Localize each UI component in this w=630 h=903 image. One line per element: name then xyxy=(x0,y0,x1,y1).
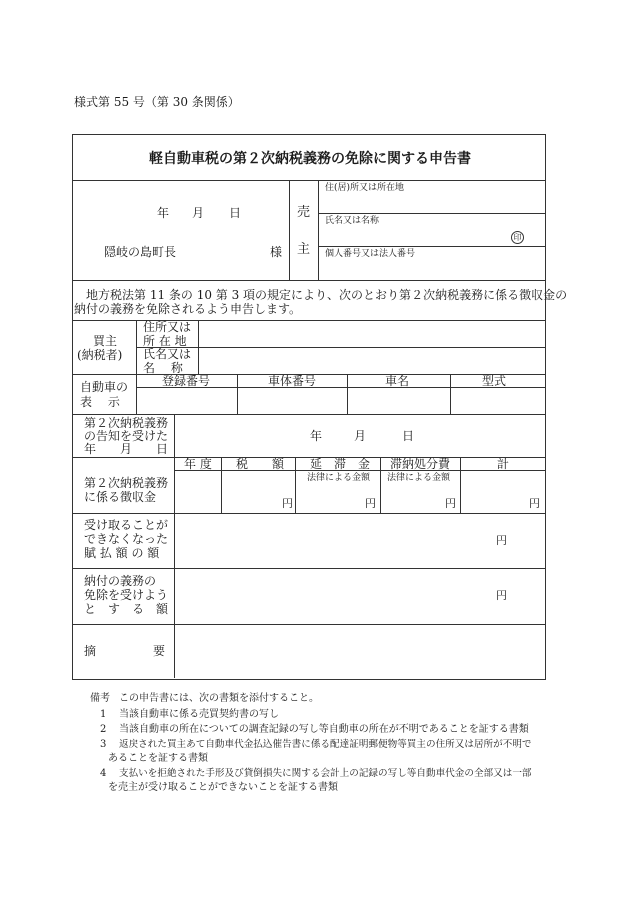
remarks-label-1: 摘 xyxy=(84,644,97,658)
notice-label-1: 第２次納税義務 xyxy=(84,416,169,430)
buyer-label-2: (納税者) xyxy=(77,348,123,362)
vehicle-divider-4 xyxy=(450,374,451,414)
seller-label-2: 主 xyxy=(297,242,311,257)
rule-uncollectible-bottom xyxy=(72,568,545,569)
exemption-label-2: 免除を受けよう xyxy=(84,588,169,602)
seller-label-1: 売 xyxy=(297,205,311,220)
levy-label-1: 第２次納税義務 xyxy=(84,476,169,490)
levy-divider-4 xyxy=(460,457,461,513)
notice-label-2: の告知を受けた xyxy=(84,429,169,443)
rule-vehicle-bottom xyxy=(72,414,545,415)
vehicle-col-registration: 登録番号 xyxy=(162,374,211,388)
date-month: 月 xyxy=(192,206,205,220)
levy-legal-amount-disposition: 法律による金額 xyxy=(387,473,451,483)
buyer-rule-mid xyxy=(136,347,545,348)
seller-id-label: 個人番号又は法人番号 xyxy=(325,249,416,259)
notice-month: 月 xyxy=(354,429,367,443)
addressee-name: 隠岐の島町長 xyxy=(104,245,177,259)
levy-col-tax: 税 額 xyxy=(236,457,285,471)
seller-rule-1 xyxy=(318,213,545,214)
left-label-divider xyxy=(174,414,175,678)
rule-levy-bottom xyxy=(72,513,545,514)
levy-yen-total: 円 xyxy=(529,497,540,510)
notice-label-3: 年 月 日 xyxy=(84,442,169,456)
vehicle-divider-2 xyxy=(237,374,238,414)
exemption-label-1: 納付の義務の xyxy=(84,574,157,588)
seller-divider-right xyxy=(318,180,319,280)
uncollectible-label-3: 賦 払 額 の 額 xyxy=(84,546,160,560)
form-number: 様式第 55 号（第 30 条関係） xyxy=(74,95,240,109)
notice-day: 日 xyxy=(402,429,415,443)
note-1-text: 当該自動車に係る売買契約書の写し xyxy=(119,709,279,720)
vehicle-divider-3 xyxy=(347,374,348,414)
date-year: 年 xyxy=(157,206,170,220)
buyer-label-1: 買主 xyxy=(93,334,118,348)
levy-yen-delinquency: 円 xyxy=(365,497,376,510)
levy-col-disposition: 滞納処分費 xyxy=(390,457,451,471)
notes-intro-label: 備考 xyxy=(90,693,110,704)
buyer-name-label-2: 名 称 xyxy=(143,361,183,375)
rule-exemption-bottom xyxy=(72,624,545,625)
exemption-label-3: と す る 額 xyxy=(84,602,169,616)
vehicle-col-name: 車名 xyxy=(385,374,410,388)
levy-col-year: 年 度 xyxy=(184,457,212,471)
levy-yen-disposition: 円 xyxy=(445,497,456,510)
declaration-line-1: 地方税法第 11 条の 10 第 3 項の規定により、次のとおり第２次納税義務に係る徴収金の xyxy=(86,288,568,302)
form-title: 軽自動車税の第２次納税義務の免除に関する申告書 xyxy=(149,151,471,167)
declaration-line-2: 納付の義務を免除されるよう申告します。 xyxy=(74,302,302,316)
vehicle-divider-label xyxy=(136,374,137,414)
levy-col-total: 計 xyxy=(497,457,510,471)
levy-divider-1 xyxy=(221,457,222,513)
rule-notice-bottom xyxy=(72,457,545,458)
buyer-address-label-1: 住所又は xyxy=(143,320,192,334)
note-4-number: 4 xyxy=(100,768,107,779)
vehicle-label-1: 自動車の xyxy=(80,380,129,394)
levy-col-delinquency: 延 滞 金 xyxy=(310,457,371,471)
note-2-number: 2 xyxy=(100,724,107,735)
date-day: 日 xyxy=(229,206,242,220)
remarks-label-2: 要 xyxy=(153,644,166,658)
seller-address-label: 住(居)所又は所在地 xyxy=(325,183,405,193)
notes-intro-text: この申告書には、次の書類を添付すること。 xyxy=(119,693,319,704)
note-3-number: 3 xyxy=(100,739,107,750)
exemption-yen: 円 xyxy=(496,589,507,602)
buyer-address-label-2: 所 在 地 xyxy=(143,334,187,348)
note-4-text: 支払いを拒絶された手形及び貸倒損失に関する会計上の記録の写し等自動車代金の全部又は一部 xyxy=(119,768,532,779)
uncollectible-yen: 円 xyxy=(496,534,507,547)
note-3-continuation: あることを証する書類 xyxy=(108,753,208,764)
levy-label-2: に係る徴収金 xyxy=(84,490,157,504)
seller-name-label: 氏名又は名称 xyxy=(325,216,380,226)
uncollectible-label-1: 受け取ることが xyxy=(84,518,169,532)
buyer-name-label-1: 氏名又は xyxy=(143,347,192,361)
levy-legal-amount-delinquency: 法律による金額 xyxy=(307,473,371,483)
addressee-honorific: 様 xyxy=(270,245,283,259)
vehicle-col-body-number: 車体番号 xyxy=(268,374,317,388)
note-1-number: 1 xyxy=(100,709,107,720)
vehicle-label-2: 表 示 xyxy=(80,395,120,409)
vehicle-col-model: 型式 xyxy=(482,374,507,388)
levy-yen-tax: 円 xyxy=(282,497,293,510)
seal-mark: 印 xyxy=(511,231,524,244)
rule-header-bottom xyxy=(72,280,545,281)
uncollectible-label-2: できなくなった xyxy=(84,532,169,546)
levy-divider-3 xyxy=(380,457,381,513)
note-3-text: 返戻された買主あて自動車代金払込催告書に係る配達証明郵便物等買主の住所又は居所が不明で xyxy=(119,739,532,750)
note-4-continuation: を売主が受け取ることができないことを証する書類 xyxy=(108,782,338,793)
levy-divider-2 xyxy=(295,457,296,513)
seller-rule-2 xyxy=(318,246,545,247)
rule-title-bottom xyxy=(72,180,545,181)
notice-year: 年 xyxy=(310,429,323,443)
note-2-text: 当該自動車の所在についての調査記録の写し等自動車の所在が不明であることを証する書類 xyxy=(119,724,529,735)
seller-divider-left xyxy=(289,180,290,280)
